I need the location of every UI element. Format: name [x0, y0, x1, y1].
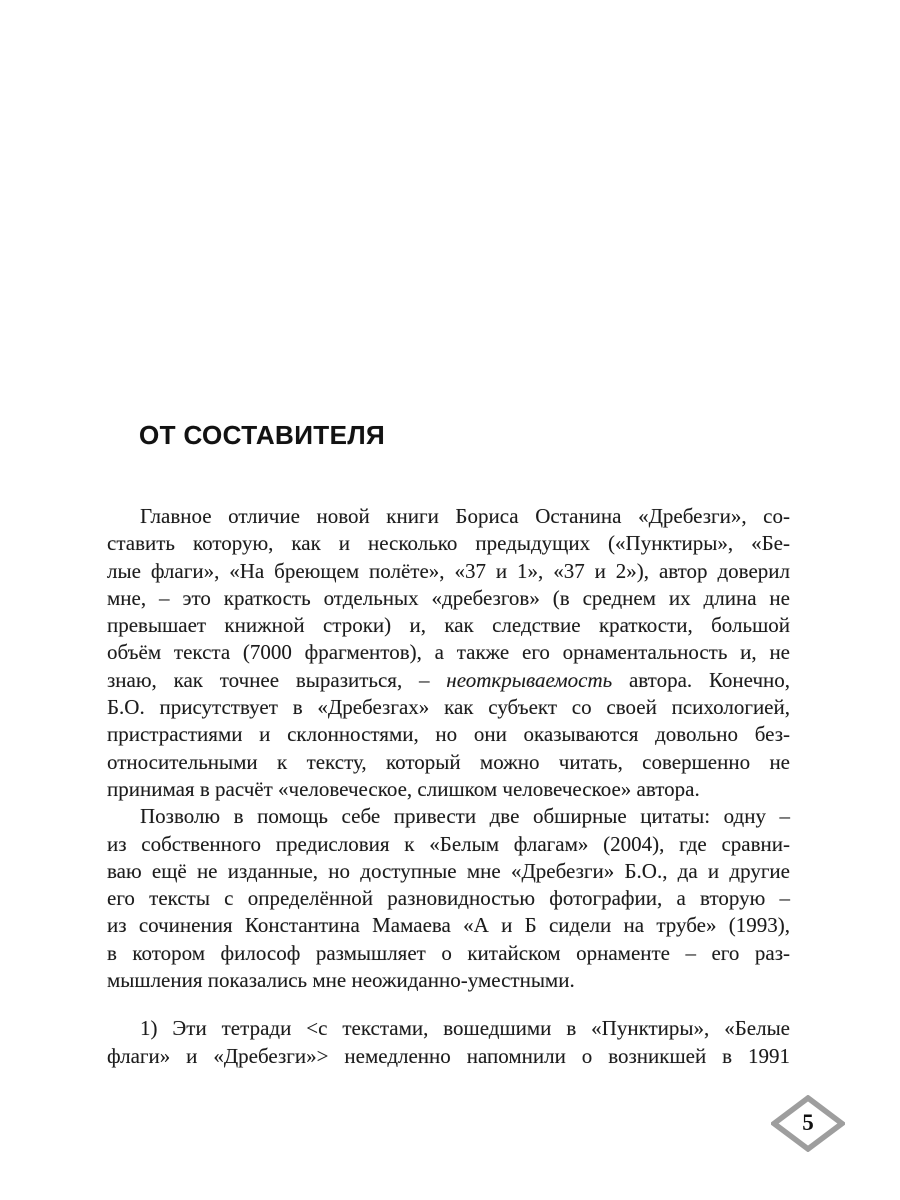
text-line	[107, 612, 790, 639]
text-line	[107, 858, 790, 885]
text-segment: ставить которую, как и несколько предыдущих («Пунктиры», «Бе-	[107, 531, 790, 556]
chapter-heading: ОТ СОСТАВИТЕЛЯ	[139, 420, 386, 450]
text-line	[107, 831, 790, 858]
text-segment: Главное отличие новой книги Бориса Останина «Дребезги», со-	[140, 504, 790, 528]
text-segment: лые флаги», «На бреющем полёте», «37 и 1», «37 и 2»), автор доверил	[107, 558, 790, 583]
text-line	[107, 585, 790, 612]
paragraph	[107, 803, 790, 994]
body-text	[107, 503, 790, 1070]
text-segment: относительными к тексту, который можно читать, совершенно не	[107, 749, 790, 774]
text-line	[107, 530, 790, 557]
text-segment: объём текста (7000 фрагментов), а также его орнаментальность и, не	[107, 640, 790, 665]
text-line	[107, 803, 790, 830]
text-segment: автора. Конечно,	[612, 667, 790, 692]
text-segment: мне, – это краткость отдельных «дребезгов» (в среднем их длина не	[107, 585, 790, 610]
text-line	[107, 639, 790, 666]
text-segment: флаги» и «Дребезги»> немедленно напомнили о возникшей в 1991	[107, 1043, 790, 1068]
paragraph	[107, 1015, 790, 1070]
text-segment: Б.О. присутствует в «Дребезгах» как субъект со своей психологией,	[107, 695, 790, 720]
page-number: 5	[802, 1110, 814, 1135]
paragraph	[107, 503, 790, 803]
text-segment: его тексты с определённой разновидностью фотографии, а вторую –	[107, 886, 790, 911]
text-segment: превышает книжной строки) и, как следствие краткости, большой	[107, 613, 790, 638]
text-line	[107, 776, 790, 803]
text-segment: знаю, как точнее выразиться, –	[107, 667, 447, 692]
page-number-diamond	[771, 1095, 845, 1152]
text-line	[107, 558, 790, 585]
text-line	[107, 1015, 790, 1042]
text-line	[107, 967, 790, 994]
text-segment: Позволю в помощь себе привести две обширные цитаты: одну –	[140, 804, 790, 829]
italic-text: неоткрываемость	[446, 667, 613, 692]
text-segment: мышления показались мне неожиданно-уместными.	[107, 968, 575, 993]
text-segment: 1) Эти тетради <с текстами, вошедшими в «Пунктиры», «Белые	[140, 1016, 790, 1041]
text-segment: ваю ещё не изданные, но доступные мне «Дребезги» Б.О., да и другие	[107, 858, 790, 883]
text-line	[107, 940, 790, 967]
text-line	[107, 885, 790, 912]
text-line	[107, 749, 790, 776]
text-segment: из собственного предисловия к «Белым флагам» (2004), где сравни-	[107, 831, 790, 856]
text-line	[107, 503, 790, 530]
text-line	[107, 694, 790, 721]
text-line	[107, 721, 790, 748]
text-line	[107, 667, 790, 694]
text-segment: из сочинения Константина Мамаева «А и Б сидели на трубе» (1993),	[107, 913, 790, 938]
text-segment: пристрастиями и склонностями, но они оказываются довольно без-	[107, 722, 790, 747]
text-segment: принимая в расчёт «человеческое, слишком человеческое» автора.	[107, 776, 700, 801]
text-segment: в котором философ размышляет о китайском орнаменте – его раз-	[107, 940, 790, 965]
text-line	[107, 912, 790, 939]
text-line	[107, 1043, 790, 1070]
